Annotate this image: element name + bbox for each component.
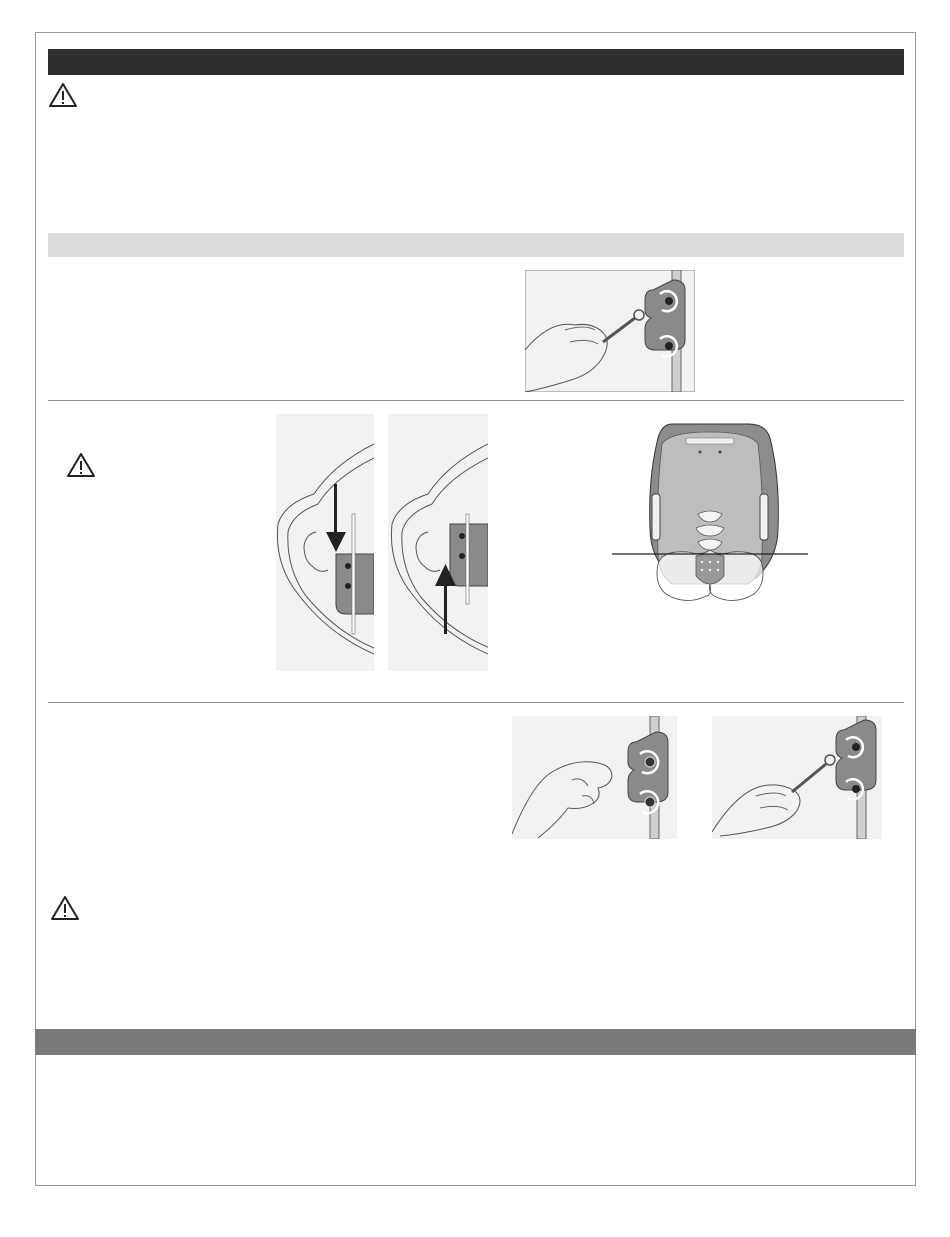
wrench-loosen-figure (525, 270, 695, 392)
back-support-pelvis-figure (612, 414, 808, 610)
section-subheader-bar (48, 233, 904, 257)
section-footer-bar (35, 1029, 916, 1055)
section-header-bar (48, 49, 904, 75)
wrench-tighten-figure (712, 716, 882, 839)
lower-adjust-figure (276, 414, 374, 671)
hand-tighten-figure (512, 716, 677, 839)
divider (48, 400, 904, 401)
warning-triangle-icon (48, 82, 78, 108)
warning-triangle-icon (66, 452, 96, 478)
raise-adjust-figure (388, 414, 488, 671)
warning-triangle-icon (50, 895, 80, 921)
divider (48, 702, 904, 703)
